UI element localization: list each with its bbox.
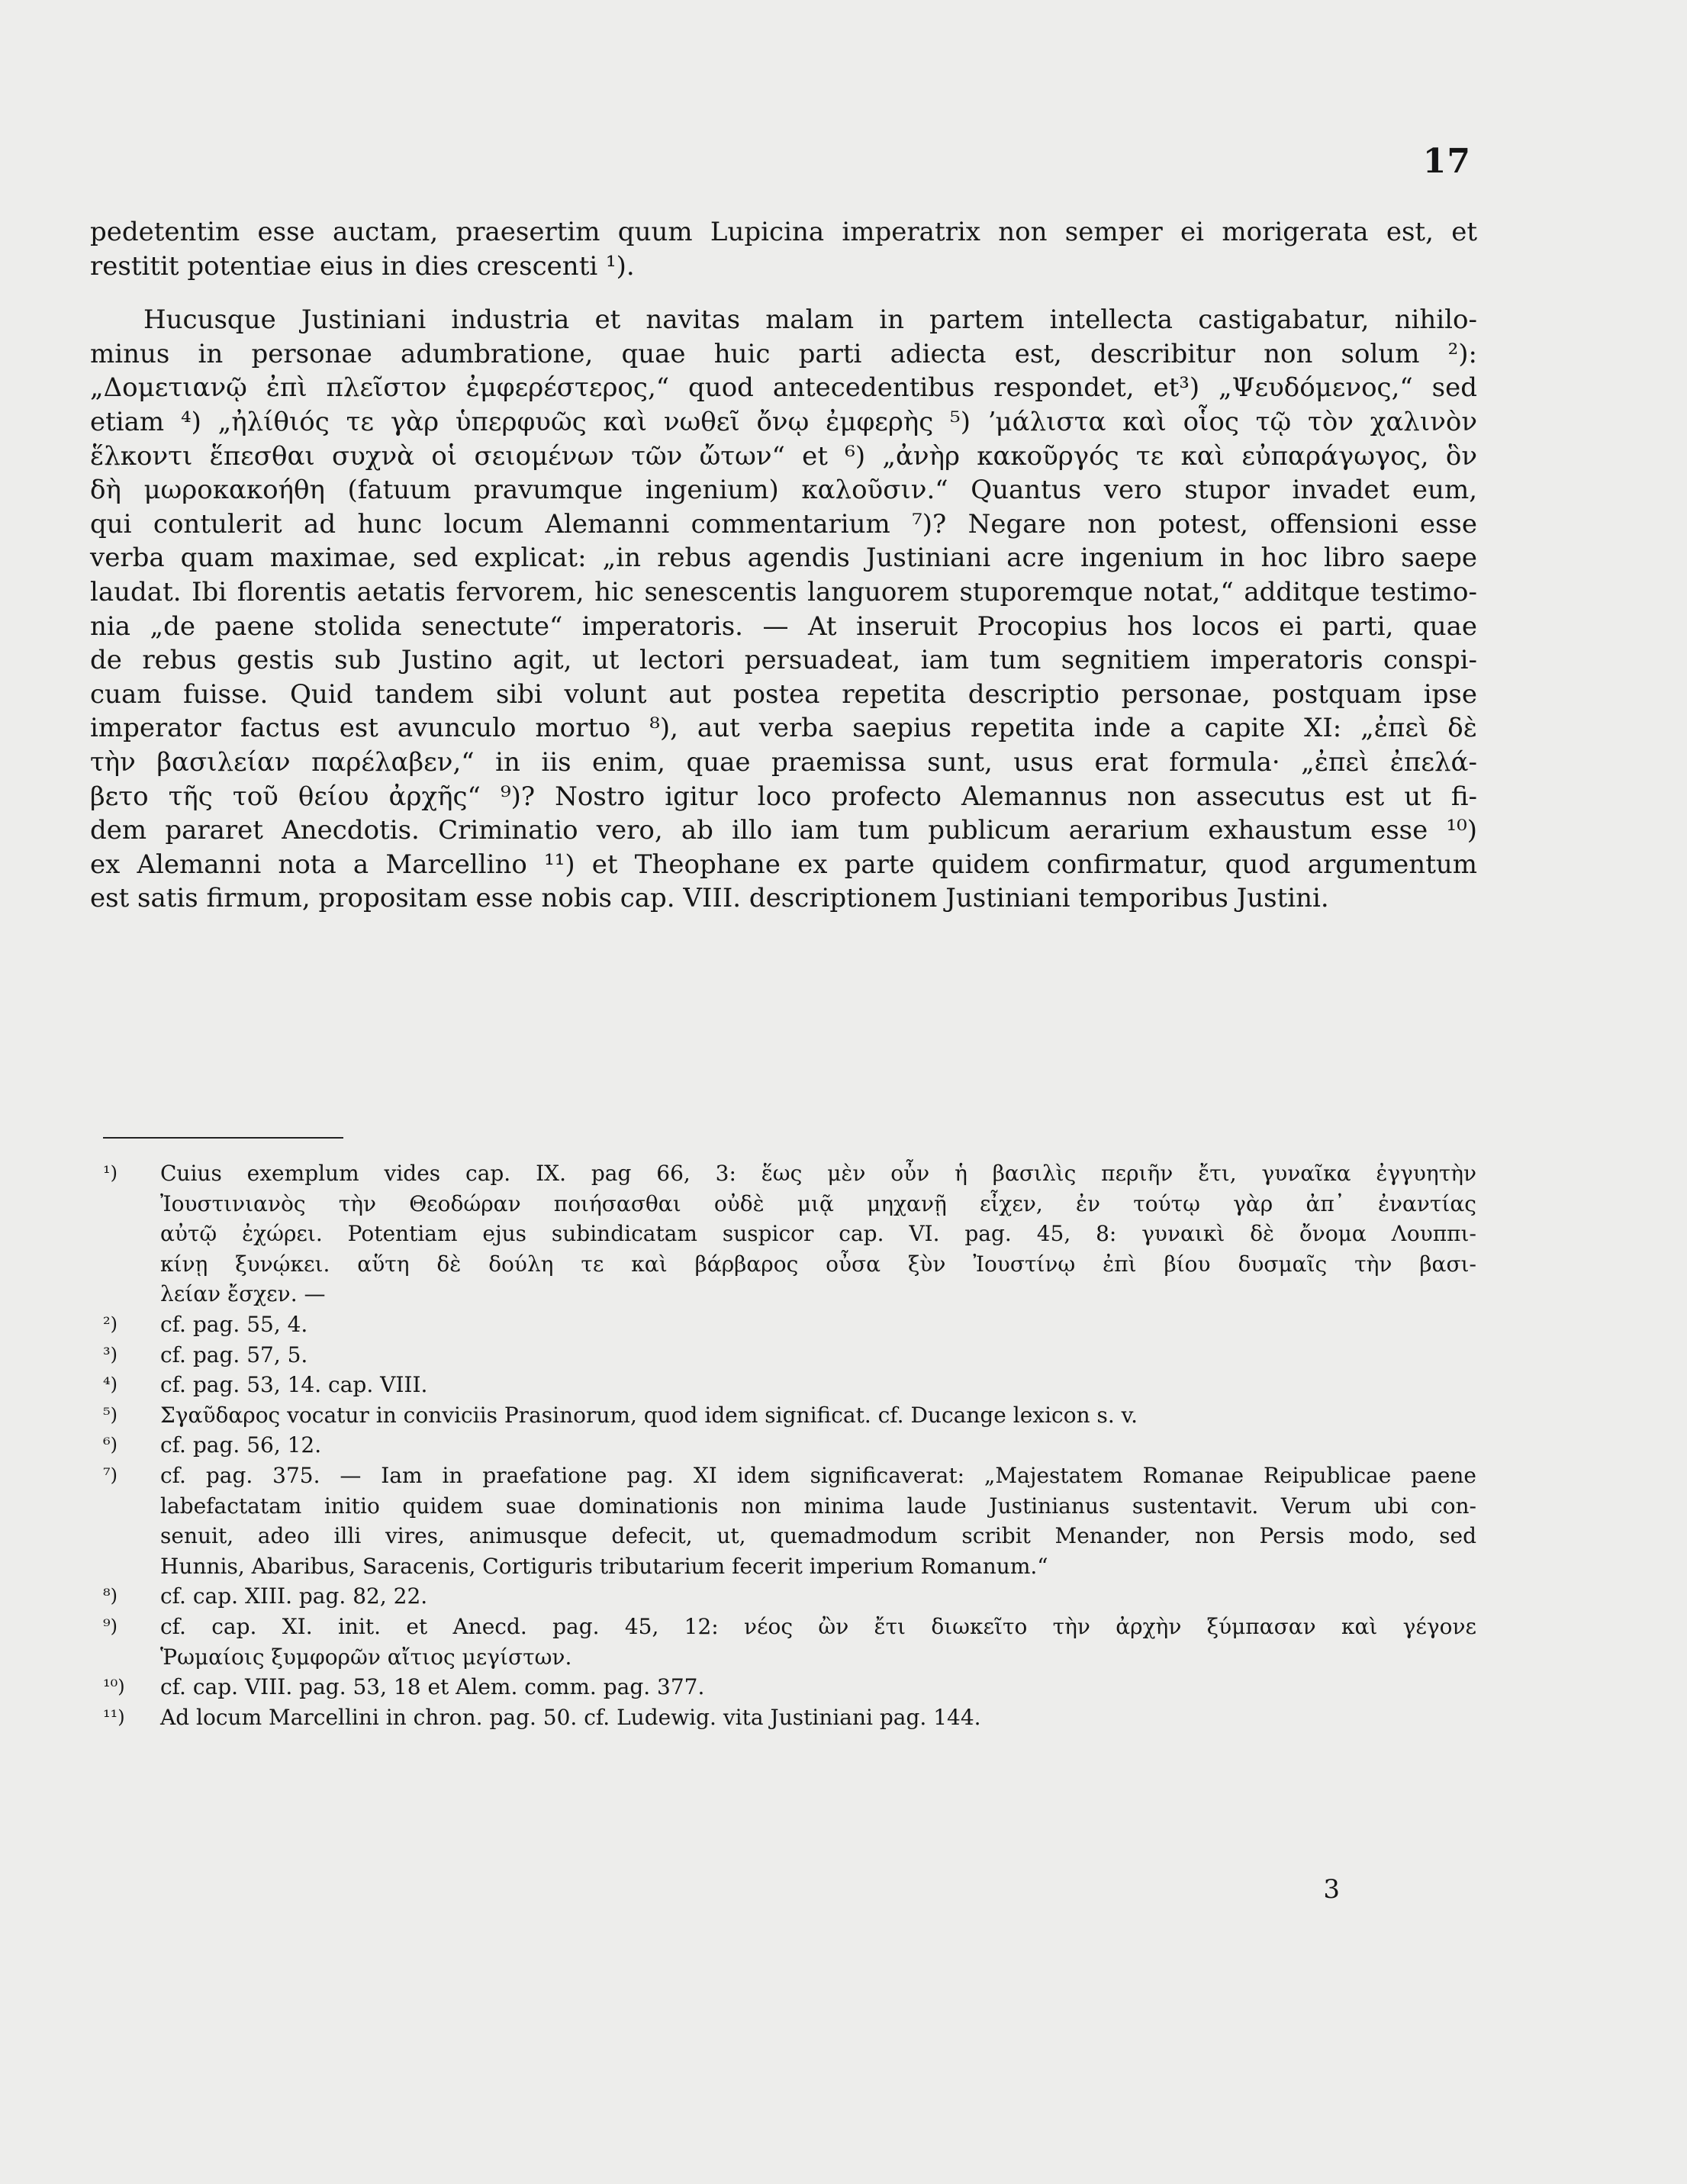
text-line: dem pararet Anecdotis. Criminatio vero, ab illo iam tum publicum aerarium exhaustum esse ¹⁰) bbox=[90, 815, 1477, 846]
signature-mark: 3 bbox=[1323, 1874, 1340, 1905]
footnote bbox=[103, 1430, 1476, 1461]
footnote bbox=[103, 1158, 1476, 1309]
footnote-line: cf. pag. 57, 5. bbox=[160, 1342, 308, 1367]
footnote-line: cf. cap. VIII. pag. 53, 18 et Alem. comm. pag. 377. bbox=[160, 1674, 705, 1700]
footnote bbox=[103, 1672, 1476, 1702]
text-line: τὴν βασιλείαν παρέλαβεν,“ in iis enim, quae praemissa sunt, usus erat formula· „ἐπεὶ ἐπελά- bbox=[90, 746, 1477, 778]
footnote-marker: ⁴) bbox=[103, 1374, 118, 1396]
footnote-text bbox=[160, 1370, 1476, 1400]
footnote-line: cf. cap. XIII. pag. 82, 22. bbox=[160, 1583, 428, 1609]
footnote-line: Ad locum Marcellini in chron. pag. 50. cf. Ludewig. vita Justiniani pag. 144. bbox=[160, 1704, 981, 1730]
text-line: imperator factus est avunculo mortuo ⁸), aut verba saepius repetita inde a capite XI: „ἐπεὶ δὲ bbox=[90, 713, 1477, 744]
footnote-text bbox=[160, 1702, 1476, 1733]
text-line: qui contulerit ad hunc locum Alemanni commentarium ⁷)? Negare non potest, offensioni esse bbox=[90, 508, 1477, 540]
text-line: ἕλκοντι ἕπεσθαι συχνὰ οἱ σειομένων τῶν ὤτων“ et ⁶) „ἀνὴρ κακοῦργός τε καὶ εὐπαράγωγος, ὃν bbox=[90, 440, 1477, 472]
footnote bbox=[103, 1702, 1476, 1733]
footnote bbox=[103, 1400, 1476, 1431]
footnote-line: cf. cap. XI. init. et Anecd. pag. 45, 12: νέος ὢν ἔτι διωκεῖτο τὴν ἀρχὴν ξύμπασαν καὶ γέγονε bbox=[160, 1613, 1476, 1639]
text-line: Hucusque Justiniani industria et navitas malam in partem intellecta castigabatur, nihilo- bbox=[143, 304, 1477, 336]
text-line: pedetentim esse auctam, praesertim quum Lupicina imperatrix non semper ei morigerata est, et bbox=[90, 217, 1477, 247]
footnote-text bbox=[160, 1581, 1476, 1612]
footnote-text bbox=[160, 1461, 1476, 1581]
footnote-marker: ⁸) bbox=[103, 1585, 118, 1607]
text-line: minus in personae adumbratione, quae huic parti adiecta est, describitur non solum ²): bbox=[90, 338, 1477, 369]
text-line: etiam ⁴) „ἠλίθιός τε γὰρ ὑπερφυῶς καὶ νωθεῖ ὄνῳ ἐμφερὴς ⁵) ʼμάλιστα καὶ οἷος τῷ τὸν χαλινὸν bbox=[90, 406, 1477, 437]
footnote-line: Cuius exemplum vides cap. IX. pag 66, 3: ἕως μὲν οὖν ἡ βασιλὶς περιῆν ἔτι, γυναῖκα ἐγγυητὴν bbox=[160, 1161, 1476, 1186]
footnote bbox=[103, 1309, 1476, 1340]
footnote-separator bbox=[103, 1137, 343, 1139]
footnote-line: λείαν ἔσχεν. — bbox=[160, 1281, 326, 1307]
text-line: verba quam maximae, sed explicat: „in rebus agendis Justiniani acre ingenium in hoc libro saepe bbox=[90, 543, 1477, 574]
footnote bbox=[103, 1370, 1476, 1400]
text-line: δὴ μωροκακοήθη (fatuum pravumque ingenium) καλοῦσιν.“ Quantus vero stupor invadet eum, bbox=[90, 475, 1477, 506]
footnote-line: senuit, adeo illi vires, animusque defecit, ut, quemadmodum scribit Menander, non Persis modo, sed bbox=[160, 1523, 1476, 1549]
footnote-line: Σγαῦδαρος vocatur in conviciis Prasinorum, quod idem significat. cf. Ducange lexicon s. v. bbox=[160, 1402, 1138, 1428]
footnote-line: Hunnis, Abaribus, Saracenis, Cortiguris tributarium fecerit imperium Romanum.“ bbox=[160, 1553, 1048, 1579]
footnote bbox=[103, 1612, 1476, 1672]
text-line: laudat. Ibi florentis aetatis fervorem, hic senescentis languorem stuporemque notat,“ additque testimo- bbox=[90, 576, 1477, 607]
footnote-line: Ἰουστινιανὸς τὴν Θεοδώραν ποιήσασθαι οὐδὲ μιᾷ μηχανῇ εἶχεν, ἐν τούτῳ γὰρ ἀπ᾽ ἐναντίας bbox=[160, 1190, 1476, 1216]
footnote-line: Ῥωμαίοις ξυμφορῶν αἴτιος μεγίστων. bbox=[160, 1644, 572, 1670]
footnote-text bbox=[160, 1430, 1476, 1461]
footnote-marker: ⁷) bbox=[103, 1464, 118, 1486]
text-line: cuam fuisse. Quid tandem sibi volunt aut postea repetita descriptio personae, postquam ipse bbox=[90, 678, 1477, 710]
text-line: nia „de paene stolida senectute“ imperatoris. — At inseruit Procopius hos locos ei parti, quae bbox=[90, 610, 1477, 642]
footnote-marker: ⁹) bbox=[103, 1615, 118, 1637]
text-line: de rebus gestis sub Justino agit, ut lectori persuadeat, iam tum segnitiem imperatoris conspi- bbox=[90, 645, 1477, 676]
footnote-text bbox=[160, 1672, 1476, 1702]
footnote-line: αὐτῷ ἐχώρει. Potentiam ejus subindicatam suspicor cap. VI. pag. 45, 8: γυναικὶ δὲ ὄνομα Λουππι- bbox=[160, 1221, 1476, 1247]
footnote-marker: ²) bbox=[103, 1313, 118, 1335]
footnote-line: cf. pag. 53, 14. cap. VIII. bbox=[160, 1372, 428, 1398]
footnote bbox=[103, 1461, 1476, 1581]
footnote-line: cf. pag. 375. — Iam in praefatione pag. XI idem significaverat: „Majestatem Romanae Reipublicae paene bbox=[160, 1462, 1476, 1488]
footnote-marker: ⁵) bbox=[103, 1403, 118, 1425]
footnote-text bbox=[160, 1158, 1476, 1309]
footnote-line: cf. pag. 56, 12. bbox=[160, 1432, 322, 1458]
footnote-line: κίνῃ ξυνῴκει. αὕτη δὲ δούλη τε καὶ βάρβαρος οὖσα ξὺν Ἰουστίνῳ ἐπὶ βίου δυσμαῖς τὴν βασι- bbox=[160, 1251, 1476, 1277]
footnote-line: cf. pag. 55, 4. bbox=[160, 1311, 308, 1337]
footnote-marker: ¹¹) bbox=[103, 1706, 125, 1728]
footnote bbox=[103, 1340, 1476, 1371]
footnote-marker: ¹) bbox=[103, 1162, 118, 1184]
text-line: restitit potentiae eius in dies crescenti ¹). bbox=[90, 250, 635, 282]
page-number: 17 bbox=[1422, 142, 1471, 181]
footnote-line: labefactatam initio quidem suae dominationis non minima laude Justinianus sustentavit. Verum ubi con- bbox=[160, 1493, 1476, 1519]
text-line: ex Alemanni nota a Marcellino ¹¹) et Theophane ex parte quidem confirmatur, quod argumentum bbox=[90, 849, 1477, 880]
footnote-text bbox=[160, 1612, 1476, 1672]
footnote bbox=[103, 1581, 1476, 1612]
footnote-marker: ¹⁰) bbox=[103, 1676, 125, 1698]
footnote-marker: ³) bbox=[103, 1343, 118, 1365]
text-line: „Δομετιανῷ ἐπὶ πλεῖστον ἐμφερέστερος,“ quod antecedentibus respondet, et³) „Ψευδόμενος,“ sed bbox=[90, 372, 1477, 404]
footnotes bbox=[103, 1158, 1476, 1732]
paragraph-gap bbox=[90, 283, 1477, 303]
footnote-marker: ⁶) bbox=[103, 1434, 118, 1456]
text-line: βετο τῆς τοῦ θείου ἀρχῆς“ ⁹)? Nostro igitur loco profecto Alemannus non assecutus est ut fi- bbox=[90, 781, 1477, 812]
footnote-text bbox=[160, 1400, 1476, 1431]
body-text bbox=[90, 215, 1477, 916]
footnote-text bbox=[160, 1340, 1476, 1371]
footnote-text bbox=[160, 1309, 1476, 1340]
text-line: est satis firmum, propositam esse nobis cap. VIII. descriptionem Justiniani temporibus Justini. bbox=[90, 883, 1329, 914]
